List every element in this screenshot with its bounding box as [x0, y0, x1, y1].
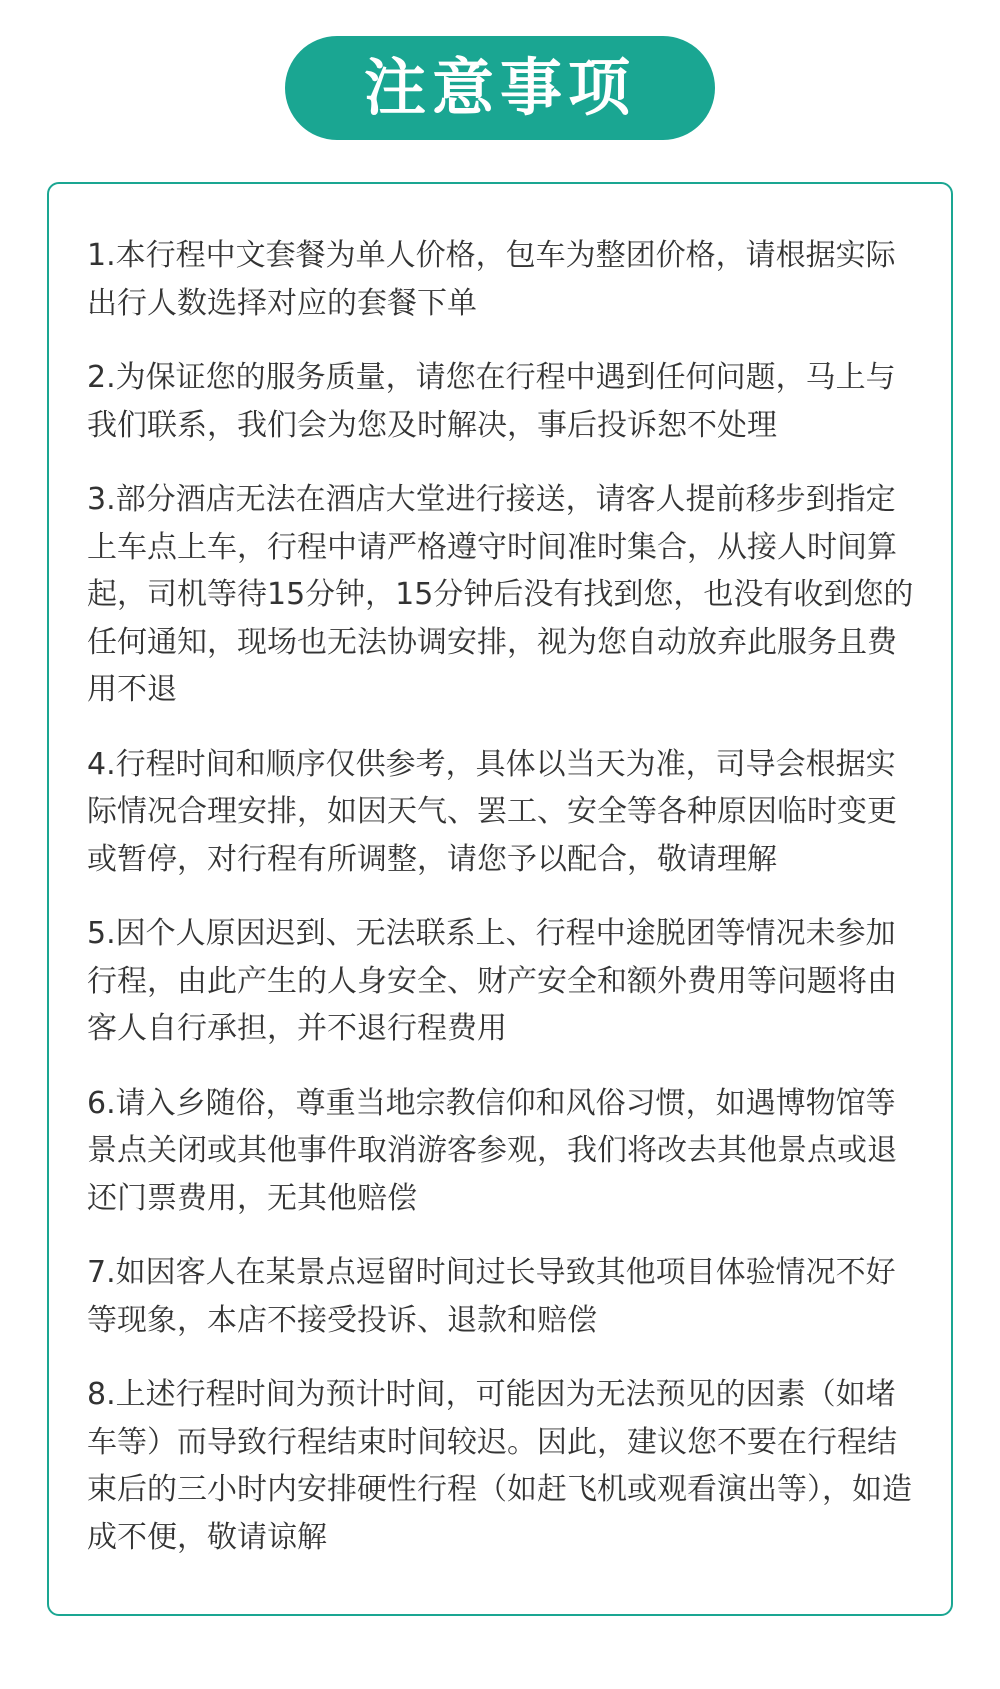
notice-item-1: 1.本行程中文套餐为单人价格，包车为整团价格，请根据实际出行人数选择对应的套餐下单 [87, 238, 896, 321]
notice-list [87, 232, 919, 1588]
title-banner [285, 36, 715, 140]
notice-item-6: 6.请入乡随俗，尊重当地宗教信仰和风俗习惯，如遇博物馆等景点关闭或其他事件取消游客参观，我们将改去其他景点或退还门票费用，无其他赔偿 [87, 1085, 897, 1216]
notice-item-7: 7.如因客人在某景点逗留时间过长导致其他项目体验情况不好等现象，本店不接受投诉、退款和赔偿 [87, 1255, 896, 1338]
notice-item-5: 5.因个人原因迟到、无法联系上、行程中途脱团等情况未参加行程，由此产生的人身安全、财产安全和额外费用等问题将由客人自行承担，并不退行程费用 [87, 916, 897, 1046]
page-title: 注意事项 [363, 51, 636, 124]
notice-item-8: 8.上述行程时间为预计时间，可能因为无法预见的因素（如堵车等）而导致行程结束时间较迟。因此，建议您不要在行程结束后的三小时内安排硬性行程（如赶飞机或观看演出等），如造成不便，敬请谅解 [87, 1377, 912, 1555]
notice-item-2: 2.为保证您的服务质量，请您在行程中遇到任何问题，马上与我们联系，我们会为您及时解决，事后投诉恕不处理 [87, 360, 896, 443]
notice-item-4: 4.行程时间和顺序仅供参考，具体以当天为准，司导会根据实际情况合理安排，如因天气、罢工、安全等各种原因临时变更或暂停，对行程有所调整，请您予以配合，敬请理解 [87, 746, 897, 877]
notice-box [47, 182, 953, 1616]
notice-item-3: 3.部分酒店无法在酒店大堂进行接送，请客人提前移步到指定上车点上车，行程中请严格遵守时间准时集合，从接人时间算起，司机等待15分钟，15分钟后没有找到您，也没有收到您的任何通知，现场也无法协调安排，视为您自动放弃此服务且费用不退 [87, 482, 914, 707]
